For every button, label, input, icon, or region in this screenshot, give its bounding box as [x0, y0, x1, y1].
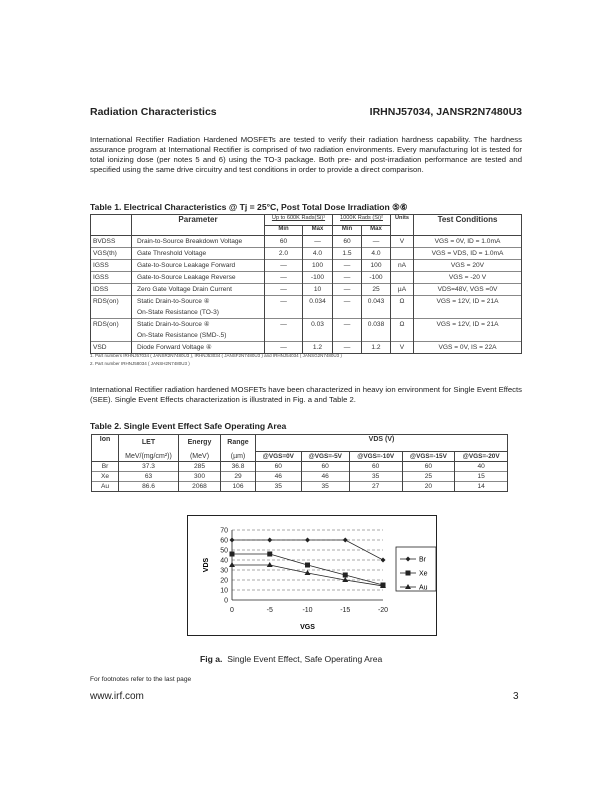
part-number: IRHNJ57034, JANSR2N7480U3	[369, 106, 522, 118]
cell: 46	[256, 472, 302, 482]
cell-min1: 2.0	[265, 248, 303, 260]
cell-max2: 100	[362, 260, 391, 272]
y-tick-label: 60	[220, 537, 228, 545]
x-tick-label: -10	[302, 607, 313, 614]
cell-cond: VGS = -20 V	[414, 272, 522, 284]
header-conditions: Test Conditions	[414, 215, 522, 236]
cell: Br	[92, 462, 119, 472]
cell-max2: 0.043	[362, 296, 391, 319]
header-range: Range	[221, 435, 256, 452]
subheader: @VGS=-5V	[301, 452, 349, 462]
row-parameter	[132, 272, 265, 284]
series-line-au	[232, 565, 383, 586]
cell: 35	[256, 482, 302, 492]
cell: 2068	[179, 482, 221, 492]
header-max: Max	[362, 225, 391, 236]
cell-max1: 4.0	[303, 248, 333, 260]
cell-unit	[391, 248, 414, 260]
header-600k: Up to 600K Rads(Si)¹	[265, 215, 333, 226]
cell-unit: V	[391, 236, 414, 248]
cell-min1: —	[265, 272, 303, 284]
cell-unit: Ω	[391, 296, 414, 319]
header-parameter: Parameter	[132, 215, 265, 236]
row-symbol: VSD	[91, 342, 132, 354]
parameter-line: Zero Gate Voltage Drain Current	[137, 286, 232, 293]
table1	[90, 214, 522, 354]
data-point-xe	[305, 563, 310, 568]
cell: 25	[402, 472, 455, 482]
cell: 35	[349, 472, 402, 482]
table-row	[91, 260, 522, 272]
data-point-xe	[343, 573, 348, 578]
cell-cond: VGS = 0V, IS = 22A	[414, 342, 522, 354]
header-1000k: 1000K Rads (Si)²	[333, 215, 391, 226]
row-symbol: IDSS	[91, 284, 132, 296]
table-row	[91, 284, 522, 296]
cell: 300	[179, 472, 221, 482]
header-let: LET	[119, 435, 179, 452]
cell-max1: —	[303, 236, 333, 248]
x-axis-label: VGS	[300, 624, 315, 631]
cell-min1: —	[265, 319, 303, 342]
y-tick-label: 20	[220, 577, 228, 585]
table-row	[91, 342, 522, 354]
cell-min2: 60	[333, 236, 362, 248]
row-parameter	[132, 342, 265, 354]
footnote-2: 2. Part number IRHNJ58034 ( JANSH2N7480U3 )	[90, 361, 190, 366]
cell: 29	[221, 472, 256, 482]
data-point-xe	[267, 552, 272, 557]
cell: 46	[301, 472, 349, 482]
cell-min1: —	[265, 284, 303, 296]
header-ion: Ion	[92, 435, 119, 462]
cell: 285	[179, 462, 221, 472]
cell: 35	[301, 482, 349, 492]
header-units: Units	[391, 215, 414, 236]
cell-max2: 4.0	[362, 248, 391, 260]
parameter-line: Drain-to-Source Breakdown Voltage	[137, 238, 243, 245]
cell: 36.8	[221, 462, 256, 472]
series-line-xe	[232, 554, 383, 585]
row-symbol: VGS(th)	[91, 248, 132, 260]
cell-max2: 1.2	[362, 342, 391, 354]
cell-max1: 1.2	[303, 342, 333, 354]
cell-max2: 0.038	[362, 319, 391, 342]
y-tick-label: 0	[224, 597, 228, 605]
table2	[91, 434, 508, 492]
cell-min1: —	[265, 260, 303, 272]
cell-max2: 25	[362, 284, 391, 296]
data-point-au	[267, 562, 273, 567]
cell-min2: —	[333, 284, 362, 296]
y-tick-label: 40	[220, 557, 228, 565]
subheader: @VGS=-20V	[455, 452, 508, 462]
table-row	[92, 482, 508, 492]
page-number: 3	[513, 691, 519, 702]
cell-max1: -100	[303, 272, 333, 284]
row-parameter	[132, 296, 265, 319]
see-paragraph: International Rectifier radiation hardened MOSFETs have been characterized in heavy ion environment for Single Event Effects (SEE). Single Event Effects characterization is illustrated in Fig. a and Table 2.	[90, 385, 522, 404]
cell-min2: —	[333, 260, 362, 272]
cell-min2: —	[333, 272, 362, 284]
row-parameter	[132, 284, 265, 296]
cell-min2: 1.5	[333, 248, 362, 260]
footnote-1: 1. Part numbers IRHNJ57034 ( JANSR2N7480U3 ), IRHNJ53034 ( JANSF2N7480U3 ) and IRHNJ54034 ( JANSG2N7480U3 )	[90, 353, 342, 358]
cell: 60	[256, 462, 302, 472]
x-tick-label: -5	[266, 607, 273, 614]
cell-cond: VGS = 0V, ID = 1.0mA	[414, 236, 522, 248]
parameter-line: Diode Forward Voltage ④	[137, 344, 212, 351]
data-point-xe	[230, 552, 235, 557]
cell: 37.3	[119, 462, 179, 472]
cell: Xe	[92, 472, 119, 482]
cell-unit: nA	[391, 260, 414, 272]
subheader: @VGS=-10V	[349, 452, 402, 462]
y-axis-label: VDS	[203, 557, 210, 573]
cell-min1: —	[265, 296, 303, 319]
cell-min2: —	[333, 296, 362, 319]
row-symbol: RDS(on)	[91, 296, 132, 319]
cell-min2: —	[333, 342, 362, 354]
figure-caption	[200, 654, 382, 664]
figure-label: Fig a.	[200, 654, 223, 664]
cell-cond: VGS = VDS, ID = 1.0mA	[414, 248, 522, 260]
cell-max1: 0.03	[303, 319, 333, 342]
header-min: Min	[265, 225, 303, 236]
y-tick-label: 50	[220, 547, 228, 555]
table-row	[91, 236, 522, 248]
chart-frame	[187, 515, 437, 636]
cell-min1: —	[265, 342, 303, 354]
cell: 40	[455, 462, 508, 472]
table-row	[91, 272, 522, 284]
row-parameter	[132, 260, 265, 272]
row-symbol: BVDSS	[91, 236, 132, 248]
section-title: Radiation Characteristics	[90, 106, 217, 118]
legend-marker	[406, 571, 411, 576]
y-tick-label: 10	[220, 587, 228, 595]
cell: 60	[301, 462, 349, 472]
cell-cond: VGS = 20V	[414, 260, 522, 272]
data-point-br	[230, 538, 235, 543]
data-point-br	[267, 538, 272, 543]
parameter-line: Gate-to-Source Leakage Reverse	[137, 274, 236, 281]
subheader: @VGS=-15V	[402, 452, 455, 462]
parameter-line: Gate Threshold Voltage	[137, 250, 207, 257]
row-parameter	[132, 319, 265, 342]
data-point-br	[343, 538, 348, 543]
figure-caption-text: Single Event Effect, Safe Operating Area	[227, 654, 383, 664]
cell: 60	[349, 462, 402, 472]
cell-cond: VGS = 12V, ID = 21A	[414, 296, 522, 319]
cell-cond: VGS = 12V, ID = 21A	[414, 319, 522, 342]
y-tick-label: 30	[220, 567, 228, 575]
legend-label: Au	[419, 584, 428, 592]
cell-unit: V	[391, 342, 414, 354]
cell: 60	[402, 462, 455, 472]
intro-paragraph: International Rectifier Radiation Hardened MOSFETs are tested to verify their radiation hardness capability. The hardness assurance program at International Rectifier is comprised of two radiation environments. Every manufacturing lot is tested for total ionizing dose (per notes 5 and 6) using the TO-3 package. Both pre- and post-irradiation performance are tested and specified using the same drive circuitry and test conditions in order to provide a direct comparison.	[90, 135, 522, 174]
legend-box	[396, 547, 436, 591]
x-tick-label: 0	[230, 607, 234, 614]
cell-max1: 0.034	[303, 296, 333, 319]
header-energy: Energy	[179, 435, 221, 452]
subheader: (MeV)	[179, 452, 221, 462]
row-parameter	[132, 236, 265, 248]
table1-title: Table 1. Electrical Characteristics @ Tj = 25°C, Post Total Dose Irradiation ⑤⑥	[90, 202, 408, 212]
sea-chart	[188, 516, 438, 637]
cell-min1: 60	[265, 236, 303, 248]
parameter-line: Static Drain-to-Source ④	[137, 321, 210, 328]
cell-max1: 100	[303, 260, 333, 272]
subheader: @VGS=0V	[256, 452, 302, 462]
data-point-br	[381, 558, 386, 563]
parameter-line: On-State Resistance (TO-3)	[137, 309, 219, 316]
cell: 14	[455, 482, 508, 492]
cell: 86.6	[119, 482, 179, 492]
cell: 106	[221, 482, 256, 492]
footer-url[interactable]: www.irf.com	[90, 691, 144, 702]
row-symbol: RDS(on)	[91, 319, 132, 342]
header-min: Min	[333, 225, 362, 236]
table-row	[91, 319, 522, 342]
cell: 20	[402, 482, 455, 492]
row-symbol: IGSS	[91, 260, 132, 272]
header-max: Max	[303, 225, 333, 236]
table-row	[92, 472, 508, 482]
cell: 15	[455, 472, 508, 482]
cell-min2: —	[333, 319, 362, 342]
table-row	[92, 462, 508, 472]
subheader: MeV/(mg/cm²))	[119, 452, 179, 462]
data-point-br	[305, 538, 310, 543]
table-row	[91, 296, 522, 319]
x-tick-label: -20	[377, 607, 389, 614]
table2-title: Table 2. Single Event Effect Safe Operating Area	[90, 421, 287, 431]
cell-unit: µA	[391, 284, 414, 296]
cell: 27	[349, 482, 402, 492]
data-point-au	[229, 562, 235, 567]
footer-note: For footnotes refer to the last page	[90, 676, 192, 683]
row-parameter	[132, 248, 265, 260]
cell-unit	[391, 272, 414, 284]
cell-max2: -100	[362, 272, 391, 284]
cell: 63	[119, 472, 179, 482]
x-tick-label: -15	[340, 607, 351, 614]
parameter-line: Gate-to-Source Leakage Forward	[137, 262, 236, 269]
cell-unit: Ω	[391, 319, 414, 342]
cell-cond: VDS=48V, VGS =0V	[414, 284, 522, 296]
subheader: (µm)	[221, 452, 256, 462]
parameter-line: On-State Resistance (SMD-.5)	[137, 332, 227, 339]
row-symbol: IGSS	[91, 272, 132, 284]
y-tick-label: 70	[220, 527, 228, 535]
table-row	[91, 248, 522, 260]
legend-label: Br	[419, 556, 426, 564]
cell-max1: 10	[303, 284, 333, 296]
legend-label: Xe	[419, 570, 428, 578]
cell-max2: —	[362, 236, 391, 248]
cell: Au	[92, 482, 119, 492]
header-vds: VDS (V)	[256, 435, 508, 452]
parameter-line: Static Drain-to-Source ④	[137, 298, 210, 305]
